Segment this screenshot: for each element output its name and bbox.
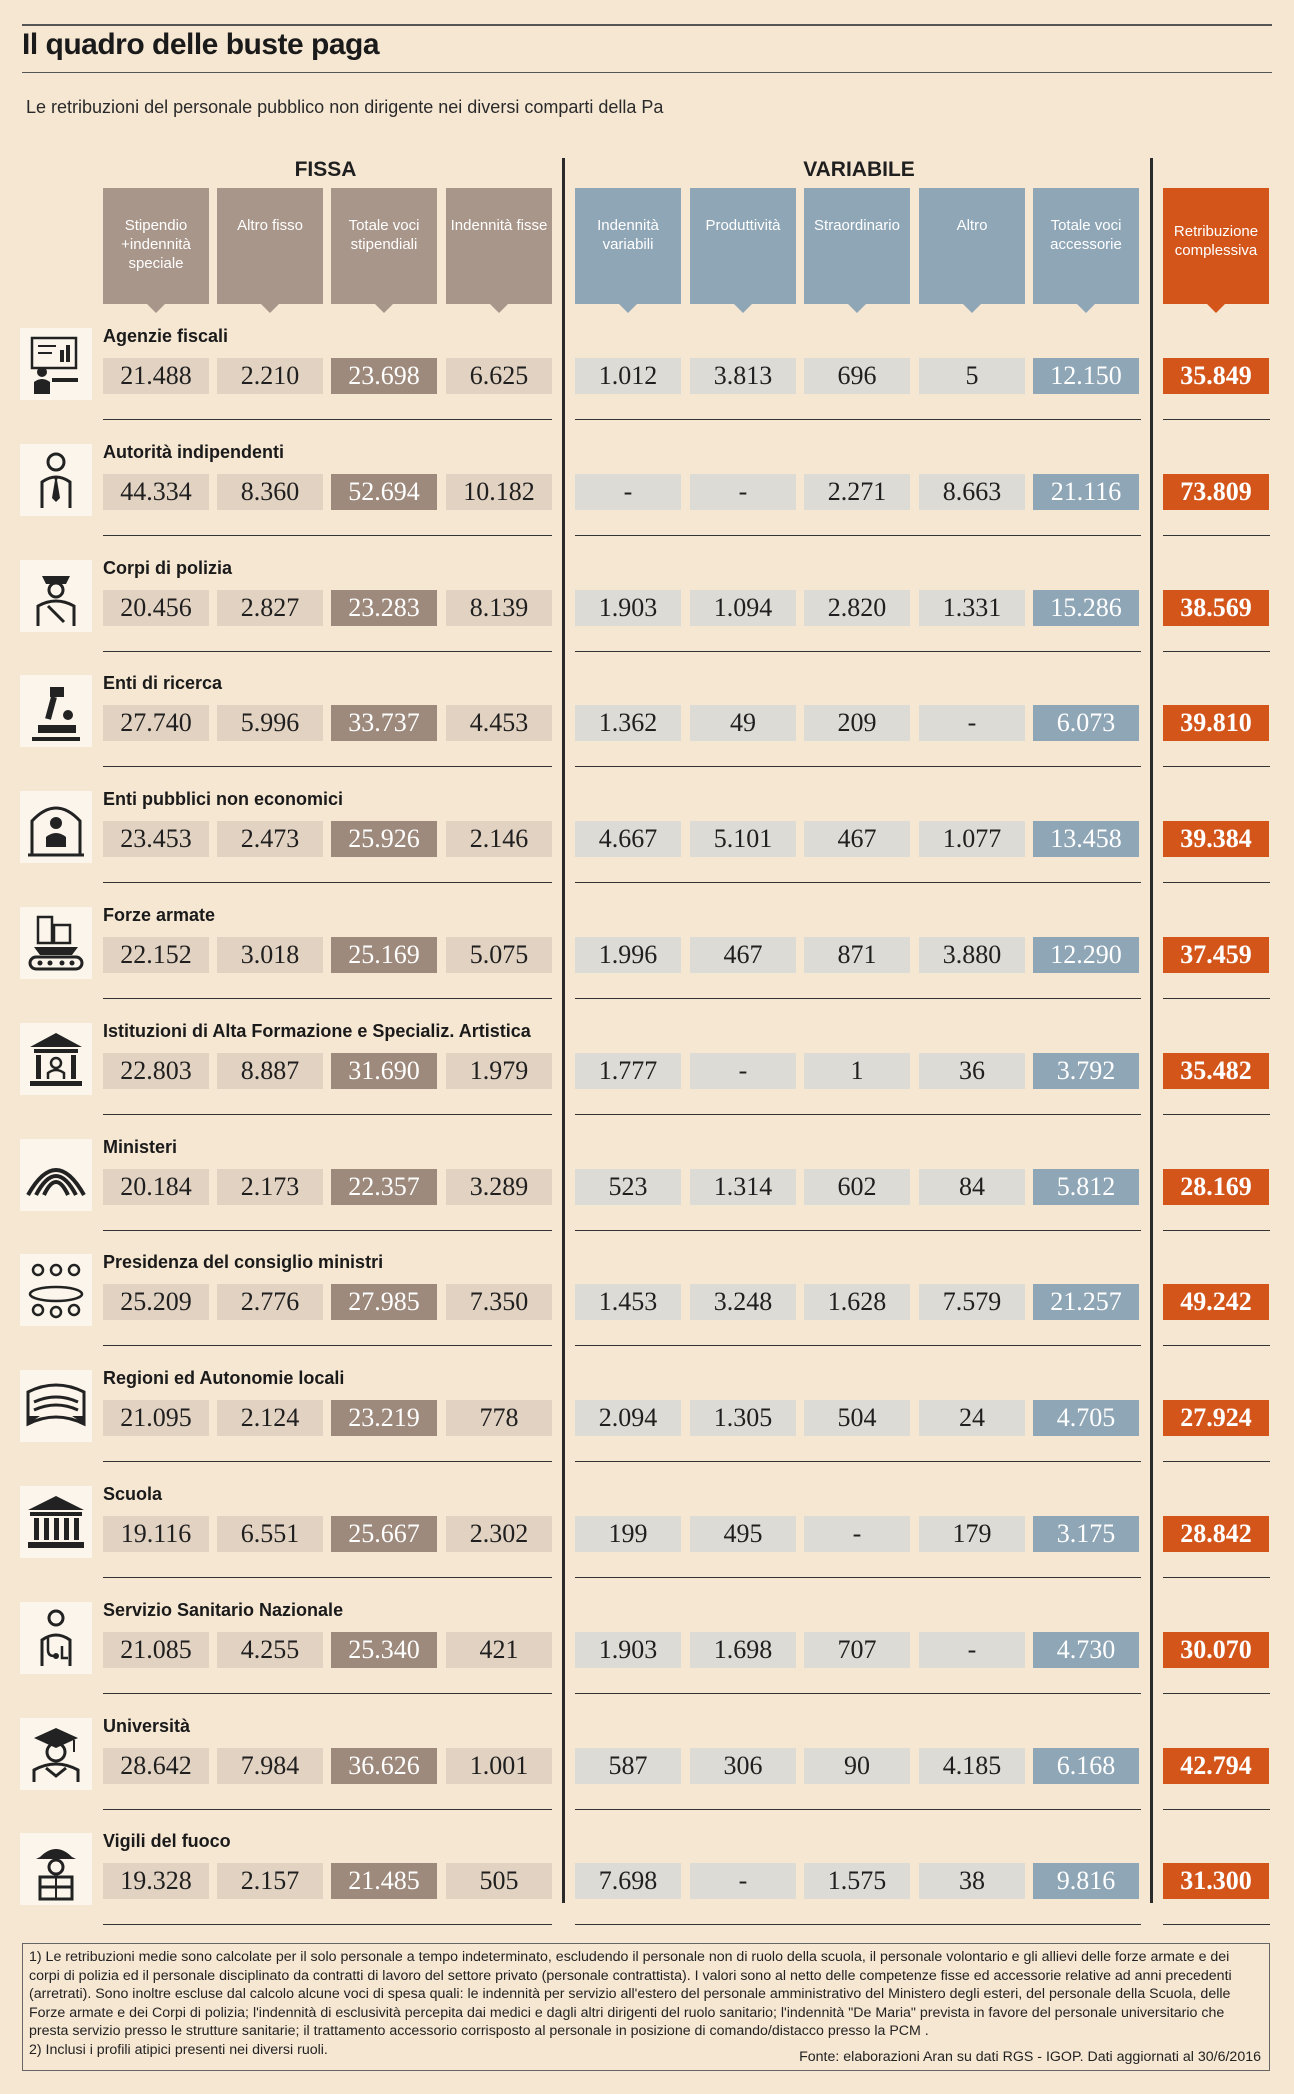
column-header-retribuzione-complessiva (1163, 188, 1269, 304)
cell-produttivita: 3.248 (690, 1284, 796, 1320)
group-label-variabile: VARIABILE (803, 158, 915, 181)
row-separator (1163, 1577, 1270, 1578)
row-separator (575, 1577, 1141, 1578)
cell-stipendio: 21.488 (103, 358, 209, 394)
header-pointer-arrow (261, 304, 279, 313)
cell-produttivita: 467 (690, 937, 796, 973)
cell-indennita-variabili: 1.362 (575, 705, 681, 741)
assembly-hall-icon (20, 1370, 92, 1442)
table-row (0, 1248, 1294, 1364)
column-header-label: Totale voci accessorie (1050, 217, 1122, 253)
cell-altro-fisso: 8.887 (217, 1053, 323, 1089)
cell-indennita-fisse: 2.302 (446, 1516, 552, 1552)
table-row (0, 1364, 1294, 1480)
table-row (0, 438, 1294, 554)
cell-altro-fisso: 2.776 (217, 1284, 323, 1320)
cell-produttivita: 306 (690, 1748, 796, 1784)
tank-icon (20, 907, 92, 979)
cell-indennita-variabili: - (575, 474, 681, 510)
cell-indennita-variabili: 1.012 (575, 358, 681, 394)
cell-altro-fisso: 2.124 (217, 1400, 323, 1436)
cell-totale-accessorie: 21.257 (1033, 1284, 1139, 1320)
column-header-label: Stipendio +indennità speciale (121, 217, 191, 272)
table-row (0, 1480, 1294, 1596)
row-separator (1163, 1114, 1270, 1115)
cell-indennita-fisse: 1.001 (446, 1748, 552, 1784)
cell-indennita-variabili: 2.094 (575, 1400, 681, 1436)
cell-altro-fisso: 3.018 (217, 937, 323, 973)
cell-altro-fisso: 2.827 (217, 590, 323, 626)
row-separator (575, 535, 1141, 536)
top-rule (22, 24, 1272, 26)
row-separator (575, 1345, 1141, 1346)
cell-altro-fisso: 5.996 (217, 705, 323, 741)
cell-totale-accessorie: 12.150 (1033, 358, 1139, 394)
cell-stipendio: 27.740 (103, 705, 209, 741)
row-separator (575, 1693, 1141, 1694)
cell-altro-fisso: 4.255 (217, 1632, 323, 1668)
cell-retribuzione-complessiva: 28.169 (1163, 1169, 1269, 1205)
cell-altro-fisso: 7.984 (217, 1748, 323, 1784)
column-header-label: Retribuzione complessiva (1173, 223, 1259, 259)
row-separator (575, 998, 1141, 999)
row-separator (103, 1809, 552, 1810)
row-separator (575, 651, 1141, 652)
row-separator (575, 766, 1141, 767)
column-header-label: Straordinario (814, 217, 900, 234)
cell-straordinario: 1 (804, 1053, 910, 1089)
cell-totale-accessorie: 4.705 (1033, 1400, 1139, 1436)
cell-stipendio: 20.184 (103, 1169, 209, 1205)
row-separator (103, 1924, 552, 1925)
row-separator (1163, 535, 1270, 536)
cell-indennita-fisse: 1.979 (446, 1053, 552, 1089)
row-separator (103, 766, 552, 767)
cell-stipendio: 19.328 (103, 1863, 209, 1899)
cell-stipendio: 20.456 (103, 590, 209, 626)
group-label-fissa: FISSA (294, 158, 357, 181)
row-separator (1163, 882, 1270, 883)
firefighter-icon (20, 1833, 92, 1905)
table-row (0, 1827, 1294, 1943)
cell-totale-accessorie: 3.792 (1033, 1053, 1139, 1089)
row-separator (1163, 1693, 1270, 1694)
cell-totale-accessorie: 4.730 (1033, 1632, 1139, 1668)
cell-indennita-fisse: 10.182 (446, 474, 552, 510)
header-pointer-arrow (963, 304, 981, 313)
cell-produttivita: - (690, 474, 796, 510)
cell-retribuzione-complessiva: 38.569 (1163, 590, 1269, 626)
cell-totale-stipendiali: 23.283 (331, 590, 437, 626)
cell-indennita-variabili: 1.777 (575, 1053, 681, 1089)
row-separator (1163, 651, 1270, 652)
header-pointer-arrow (490, 304, 508, 313)
council-table-icon (20, 1254, 92, 1326)
cell-altro: - (919, 705, 1025, 741)
row-separator (1163, 766, 1270, 767)
cell-totale-stipendiali: 36.626 (331, 1748, 437, 1784)
cell-produttivita: - (690, 1863, 796, 1899)
cell-straordinario: 209 (804, 705, 910, 741)
chart-title: Il quadro delle buste paga (22, 28, 380, 61)
cell-totale-accessorie: 21.116 (1033, 474, 1139, 510)
cell-totale-accessorie: 6.168 (1033, 1748, 1139, 1784)
cell-altro-fisso: 2.157 (217, 1863, 323, 1899)
cell-totale-stipendiali: 23.219 (331, 1400, 437, 1436)
doctor-icon (20, 1602, 92, 1674)
divider-fixed-variable (562, 158, 565, 1903)
cell-retribuzione-complessiva: 49.242 (1163, 1284, 1269, 1320)
cell-altro: - (919, 1632, 1025, 1668)
row-separator (1163, 1230, 1270, 1231)
row-label: Enti di ricerca (103, 673, 223, 693)
row-label: Agenzie fiscali (103, 326, 229, 346)
title-rule (22, 72, 1272, 73)
cell-altro-fisso: 2.473 (217, 821, 323, 857)
row-separator (575, 1461, 1141, 1462)
header-pointer-arrow (848, 304, 866, 313)
header-pointer-arrow (1207, 304, 1225, 313)
row-label: Enti pubblici non economici (103, 789, 344, 809)
cell-altro: 4.185 (919, 1748, 1025, 1784)
cell-indennita-fisse: 4.453 (446, 705, 552, 741)
cell-produttivita: 49 (690, 705, 796, 741)
column-header-label: Indennità variabili (597, 217, 659, 253)
cell-straordinario: 1.575 (804, 1863, 910, 1899)
row-separator (103, 1345, 552, 1346)
row-separator (103, 882, 552, 883)
cell-produttivita: 1.305 (690, 1400, 796, 1436)
table-row (0, 1596, 1294, 1712)
row-label: Vigili del fuoco (103, 1831, 231, 1851)
table-row (0, 901, 1294, 1017)
column-header-label: Indennità fisse (450, 217, 548, 234)
cell-indennita-variabili: 199 (575, 1516, 681, 1552)
cell-retribuzione-complessiva: 39.384 (1163, 821, 1269, 857)
chart-subtitle: Le retribuzioni del personale pubblico non dirigente nei diversi comparti della Pa (26, 97, 664, 117)
cell-retribuzione-complessiva: 37.459 (1163, 937, 1269, 973)
cell-indennita-fisse: 778 (446, 1400, 552, 1436)
cell-produttivita: 1.314 (690, 1169, 796, 1205)
footnote-1: 1) Le retribuzioni medie sono calcolate per il solo personale a tempo indeterminato, escludendo il personale non di ruolo della scuola, il personale volontario e gli allievi delle forze armate e dei corpi di polizia ed il personale disciplinato da contratti di lavoro del settore privato (personale contrattista). I valori sono al netto delle competenze fisse ed accessorie relative ad anni precedenti (arretrati). Sono inoltre escluse dal calcolo alcune voci di spesa quali: le indennità per servizio all'estero del personale amministrativo del Ministero degli esteri, del personale della Scuola, delle Forze armate e dei Corpi di polizia; l'indennità di esclusività percepita dai medici e dagli altri dirigenti del ruolo sanitario; l'indennità "De Maria" prevista in favore del personale universitario che presta servizio presso le strutture sanitarie; il trattamento accessorio corrisposto al personale in posizione di comando/distacco presso la PCM . (29, 1949, 1232, 2040)
row-label: Università (103, 1716, 191, 1736)
source-note: Fonte: elaborazioni Aran su dati RGS - IGOP. Dati aggiornati al 30/6/2016 (799, 2049, 1261, 2066)
row-separator (575, 419, 1141, 420)
cell-indennita-variabili: 1.453 (575, 1284, 681, 1320)
row-label: Scuola (103, 1484, 163, 1504)
table-row (0, 554, 1294, 670)
cell-produttivita: 1.094 (690, 590, 796, 626)
cell-altro: 1.077 (919, 821, 1025, 857)
cell-indennita-variabili: 587 (575, 1748, 681, 1784)
official-with-tie-icon (20, 444, 92, 516)
row-separator (575, 882, 1141, 883)
cell-altro: 24 (919, 1400, 1025, 1436)
cell-indennita-variabili: 1.903 (575, 590, 681, 626)
tax-office-icon (20, 328, 92, 400)
column-header-totale-accessorie (1033, 188, 1139, 304)
cell-stipendio: 21.095 (103, 1400, 209, 1436)
cell-altro: 1.331 (919, 590, 1025, 626)
cell-retribuzione-complessiva: 35.482 (1163, 1053, 1269, 1089)
cell-totale-stipendiali: 25.169 (331, 937, 437, 973)
school-building-icon (20, 1486, 92, 1558)
row-separator (575, 1114, 1141, 1115)
row-separator (103, 998, 552, 999)
header-pointer-arrow (619, 304, 637, 313)
cell-totale-accessorie: 3.175 (1033, 1516, 1139, 1552)
row-label: Presidenza del consiglio ministri (103, 1252, 384, 1272)
cell-straordinario: 504 (804, 1400, 910, 1436)
row-label: Corpi di polizia (103, 558, 232, 578)
cell-stipendio: 25.209 (103, 1284, 209, 1320)
cell-indennita-fisse: 7.350 (446, 1284, 552, 1320)
cell-totale-stipendiali: 25.340 (331, 1632, 437, 1668)
row-separator (575, 1809, 1141, 1810)
column-header-label: Altro (956, 217, 988, 234)
row-separator (103, 1230, 552, 1231)
cell-altro-fisso: 2.210 (217, 358, 323, 394)
cell-totale-stipendiali: 27.985 (331, 1284, 437, 1320)
cell-totale-stipendiali: 52.694 (331, 474, 437, 510)
cell-indennita-fisse: 421 (446, 1632, 552, 1668)
cell-totale-stipendiali: 23.698 (331, 358, 437, 394)
column-header-altro (919, 188, 1025, 304)
row-separator (103, 419, 552, 420)
column-header-indennita-variabili (575, 188, 681, 304)
table-row (0, 785, 1294, 901)
cell-retribuzione-complessiva: 28.842 (1163, 1516, 1269, 1552)
row-label: Servizio Sanitario Nazionale (103, 1600, 344, 1620)
cell-indennita-variabili: 4.667 (575, 821, 681, 857)
column-header-totale-stipendiali (331, 188, 437, 304)
arts-institute-icon (20, 1023, 92, 1095)
table-row (0, 669, 1294, 785)
cell-altro: 36 (919, 1053, 1025, 1089)
cell-straordinario: 2.820 (804, 590, 910, 626)
cell-indennita-variabili: 1.903 (575, 1632, 681, 1668)
cell-totale-stipendiali: 21.485 (331, 1863, 437, 1899)
row-separator (1163, 1924, 1270, 1925)
graduate-icon (20, 1718, 92, 1790)
row-separator (103, 651, 552, 652)
row-label: Regioni ed Autonomie locali (103, 1368, 345, 1388)
column-header-label: Altro fisso (237, 217, 303, 234)
cell-straordinario: 707 (804, 1632, 910, 1668)
column-header-altro-fisso (217, 188, 323, 304)
cell-straordinario: - (804, 1516, 910, 1552)
row-label: Istituzioni di Alta Formazione e Specializ. Artistica (103, 1021, 531, 1041)
cell-produttivita: 3.813 (690, 358, 796, 394)
cell-produttivita: 5.101 (690, 821, 796, 857)
cell-totale-stipendiali: 33.737 (331, 705, 437, 741)
cell-produttivita: - (690, 1053, 796, 1089)
cell-straordinario: 90 (804, 1748, 910, 1784)
cell-stipendio: 44.334 (103, 474, 209, 510)
cell-retribuzione-complessiva: 39.810 (1163, 705, 1269, 741)
cell-produttivita: 1.698 (690, 1632, 796, 1668)
cell-totale-stipendiali: 25.926 (331, 821, 437, 857)
cell-straordinario: 1.628 (804, 1284, 910, 1320)
row-separator (1163, 998, 1270, 999)
row-separator (103, 1693, 552, 1694)
header-pointer-arrow (1077, 304, 1095, 313)
cell-retribuzione-complessiva: 30.070 (1163, 1632, 1269, 1668)
cell-altro-fisso: 6.551 (217, 1516, 323, 1552)
divider-variable-total (1150, 158, 1153, 1903)
cell-altro-fisso: 8.360 (217, 474, 323, 510)
row-separator (103, 1461, 552, 1462)
row-label: Forze armate (103, 905, 216, 925)
cell-retribuzione-complessiva: 42.794 (1163, 1748, 1269, 1784)
counter-clerk-icon (20, 791, 92, 863)
row-separator (575, 1230, 1141, 1231)
row-separator (103, 535, 552, 536)
row-label: Autorità indipendenti (103, 442, 284, 462)
cell-retribuzione-complessiva: 35.849 (1163, 358, 1269, 394)
cell-retribuzione-complessiva: 31.300 (1163, 1863, 1269, 1899)
cell-stipendio: 28.642 (103, 1748, 209, 1784)
cell-totale-accessorie: 12.290 (1033, 937, 1139, 973)
cell-stipendio: 21.085 (103, 1632, 209, 1668)
cell-indennita-fisse: 6.625 (446, 358, 552, 394)
row-separator (103, 1114, 552, 1115)
header-pointer-arrow (147, 304, 165, 313)
cell-totale-accessorie: 6.073 (1033, 705, 1139, 741)
cell-indennita-variabili: 523 (575, 1169, 681, 1205)
cell-indennita-fisse: 5.075 (446, 937, 552, 973)
cell-totale-accessorie: 9.816 (1033, 1863, 1139, 1899)
cell-stipendio: 23.453 (103, 821, 209, 857)
header-pointer-arrow (375, 304, 393, 313)
cell-totale-stipendiali: 25.667 (331, 1516, 437, 1552)
cell-altro: 5 (919, 358, 1025, 394)
table-row (0, 1712, 1294, 1828)
parliament-arc-icon (20, 1139, 92, 1211)
cell-stipendio: 22.803 (103, 1053, 209, 1089)
cell-stipendio: 19.116 (103, 1516, 209, 1552)
cell-totale-stipendiali: 22.357 (331, 1169, 437, 1205)
row-separator (1163, 419, 1270, 420)
row-separator (575, 1924, 1141, 1925)
column-header-stipendio (103, 188, 209, 304)
cell-straordinario: 2.271 (804, 474, 910, 510)
cell-totale-accessorie: 5.812 (1033, 1169, 1139, 1205)
table-row (0, 1133, 1294, 1249)
column-header-label: Totale voci stipendiali (348, 217, 420, 253)
cell-totale-accessorie: 15.286 (1033, 590, 1139, 626)
cell-totale-accessorie: 13.458 (1033, 821, 1139, 857)
column-header-produttivita (690, 188, 796, 304)
cell-indennita-fisse: 8.139 (446, 590, 552, 626)
cell-altro: 7.579 (919, 1284, 1025, 1320)
cell-straordinario: 602 (804, 1169, 910, 1205)
cell-altro: 84 (919, 1169, 1025, 1205)
police-officer-icon (20, 560, 92, 632)
row-label: Ministeri (103, 1137, 178, 1157)
column-header-straordinario (804, 188, 910, 304)
table-row (0, 1017, 1294, 1133)
cell-altro: 8.663 (919, 474, 1025, 510)
cell-altro-fisso: 2.173 (217, 1169, 323, 1205)
column-header-label: Produttività (705, 217, 781, 234)
table-row (0, 322, 1294, 438)
cell-altro: 179 (919, 1516, 1025, 1552)
cell-straordinario: 871 (804, 937, 910, 973)
cell-indennita-fisse: 505 (446, 1863, 552, 1899)
microscope-icon (20, 675, 92, 747)
cell-indennita-fisse: 3.289 (446, 1169, 552, 1205)
cell-altro: 3.880 (919, 937, 1025, 973)
header-pointer-arrow (734, 304, 752, 313)
footnotes (22, 1943, 1270, 2071)
footnote-2: 2) Inclusi i profili atipici presenti nei diversi ruoli. (29, 2041, 328, 2058)
cell-altro: 38 (919, 1863, 1025, 1899)
cell-indennita-variabili: 7.698 (575, 1863, 681, 1899)
cell-totale-stipendiali: 31.690 (331, 1053, 437, 1089)
cell-straordinario: 696 (804, 358, 910, 394)
cell-straordinario: 467 (804, 821, 910, 857)
cell-indennita-fisse: 2.146 (446, 821, 552, 857)
cell-retribuzione-complessiva: 27.924 (1163, 1400, 1269, 1436)
cell-indennita-variabili: 1.996 (575, 937, 681, 973)
row-separator (103, 1577, 552, 1578)
row-separator (1163, 1461, 1270, 1462)
row-separator (1163, 1809, 1270, 1810)
row-separator (1163, 1345, 1270, 1346)
cell-stipendio: 22.152 (103, 937, 209, 973)
cell-retribuzione-complessiva: 73.809 (1163, 474, 1269, 510)
cell-produttivita: 495 (690, 1516, 796, 1552)
column-header-indennita-fisse (446, 188, 552, 304)
